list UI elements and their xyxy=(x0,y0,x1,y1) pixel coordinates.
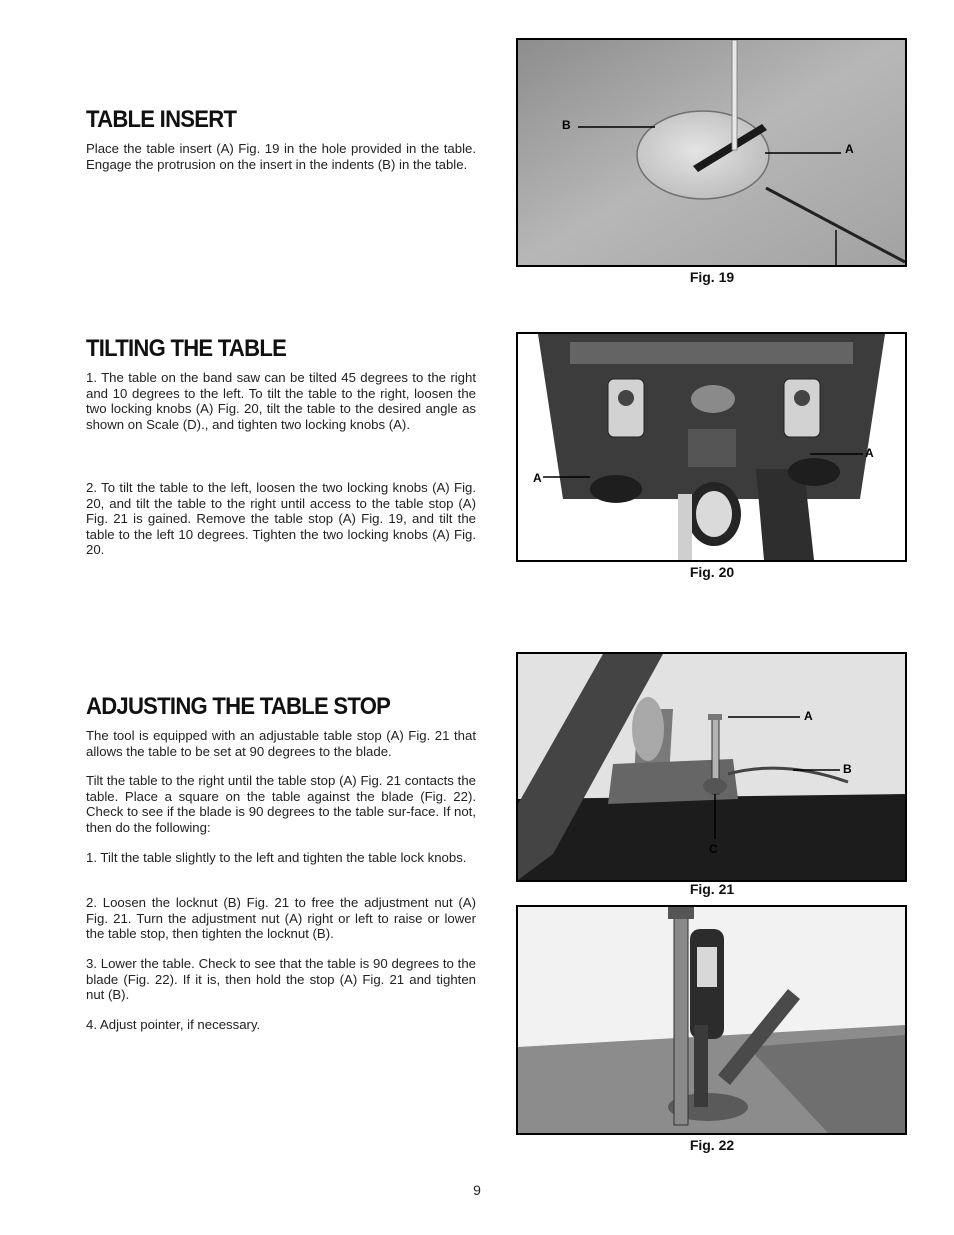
figure-22-photo xyxy=(516,905,907,1135)
fig21-label-a: A xyxy=(804,709,813,723)
paragraph-table-stop-intro: The tool is equipped with an adjustable table stop (A) Fig. 21 that allows the table to be set at 90 degrees to the blade. xyxy=(86,728,476,759)
paragraph-table-insert: Place the table insert (A) Fig. 19 in the hole provided in the table. Engage the protrusion on the insert in the indents (B) in the table. xyxy=(86,141,476,172)
fig20-caption: Fig. 20 xyxy=(689,564,735,580)
fig22-caption: Fig. 22 xyxy=(689,1137,735,1153)
paragraph-table-stop-step-1: 1. Tilt the table slightly to the left and tighten the table lock knobs. xyxy=(86,850,467,865)
fig20-label-a-left: A xyxy=(533,471,542,485)
paragraph-table-stop-check: Tilt the table to the right until the table stop (A) Fig. 21 contacts the table. Place a square on the table against the blade (Fig. 22). Check to see if the blade is 90 degrees to the table sur-face. If not, then do the following: xyxy=(86,773,476,835)
heading-table-insert: TABLE INSERT xyxy=(86,106,237,133)
fig21-label-b: B xyxy=(843,762,852,776)
paragraph-table-stop-step-2: 2. Loosen the locknut (B) Fig. 21 to free the adjustment nut (A) Fig. 21. Turn the adjustment nut (A) right or left to raise or lower the table stop, then tighten the locknut (B). xyxy=(86,895,476,942)
paragraph-tilting-step-2: 2. To tilt the table to the left, loosen the two locking knobs (A) Fig. 20, and tilt the table to the right until access to the table stop (A) Fig. 21 is gained. Remove the table stop (A) Fig. 19, and tilt the table to the left 10 degrees. Tighten the two locking knobs (A) Fig. 20. xyxy=(86,480,476,558)
fig19-caption: Fig. 19 xyxy=(689,269,735,285)
page-number: 9 xyxy=(473,1182,481,1198)
paragraph-table-stop-step-4: 4. Adjust pointer, if necessary. xyxy=(86,1017,261,1032)
paragraph-tilting-step-1: 1. The table on the band saw can be tilted 45 degrees to the right and 10 degrees to the left. To tilt the table to the right, loosen the two locking knobs (A) Fig. 20, tilt the table to the desired angle as shown on Scale (D)., and tighten two locking knobs (A). xyxy=(86,370,476,432)
fig19-label-a: A xyxy=(845,142,854,156)
fig20-label-a-right: A xyxy=(865,446,874,460)
heading-adjusting-table-stop: ADJUSTING THE TABLE STOP xyxy=(86,693,391,720)
fig21-caption: Fig. 21 xyxy=(689,881,735,897)
fig19-label-b: B xyxy=(562,118,571,132)
fig21-label-c: C xyxy=(709,842,718,856)
paragraph-table-stop-step-3: 3. Lower the table. Check to see that the table is 90 degrees to the blade (Fig. 22). If it is, then hold the stop (A) Fig. 21 and tighten nut (B). xyxy=(86,956,476,1003)
figure-20-photo xyxy=(516,332,907,562)
heading-tilting-table: TILTING THE TABLE xyxy=(86,335,287,362)
